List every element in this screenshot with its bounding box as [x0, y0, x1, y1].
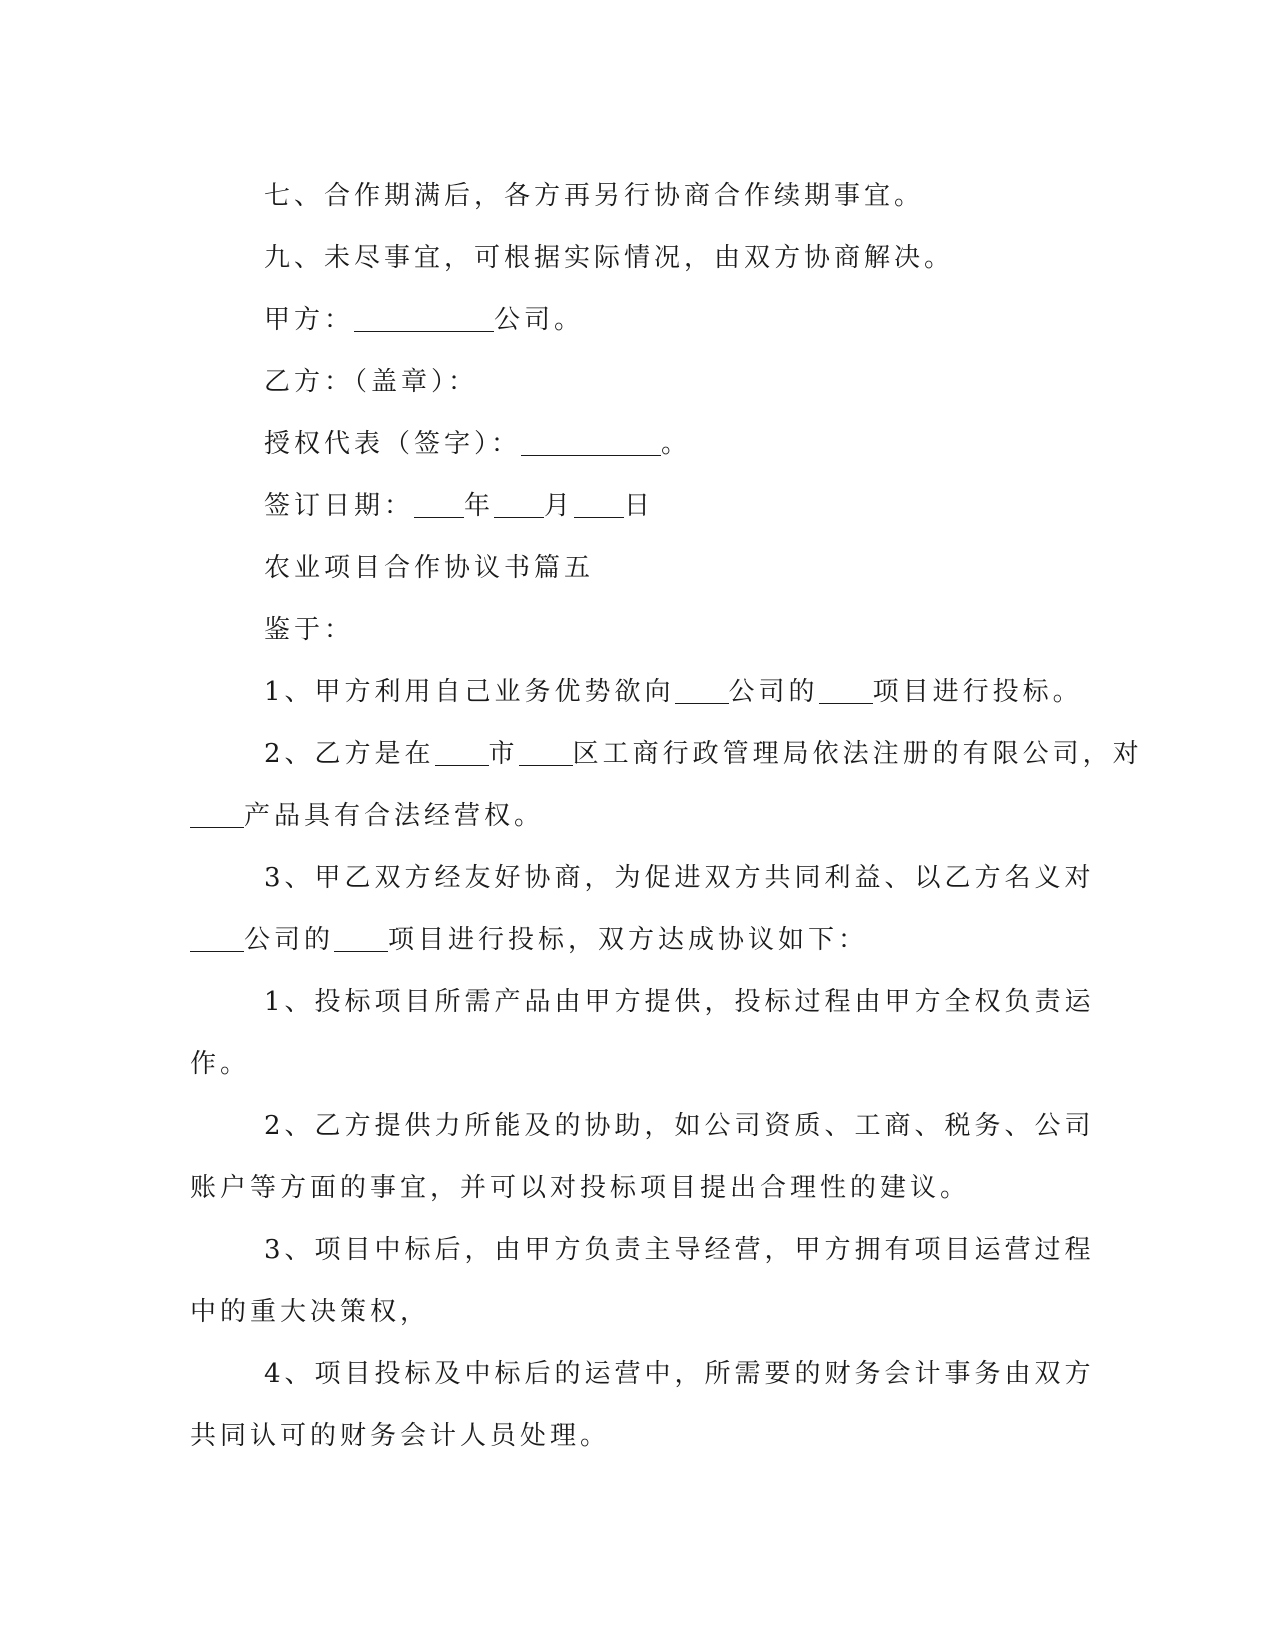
authorized-rep-line [190, 413, 1070, 475]
term-3-line-2 [190, 1281, 1070, 1343]
term-3-text-1: 3、项目中标后，由甲方负责主导经营，甲方拥有项目运营过程 [264, 1235, 1095, 1265]
project-blank-2 [334, 927, 388, 952]
authorized-rep-label: 授权代表（签字）： [264, 429, 522, 459]
whereas-item-1 [190, 661, 1083, 723]
whereas-item-3-line-2 [190, 909, 1070, 971]
day-blank [574, 493, 624, 518]
product-blank [190, 803, 244, 828]
year-blank [414, 493, 464, 518]
term-4-line-1 [190, 1343, 1095, 1405]
term-1-text-1: 1、投标项目所需产品由甲方提供，投标过程由甲方全权负责运 [264, 987, 1095, 1017]
term-4-line-2 [190, 1405, 1070, 1467]
whereas-text: 鉴于： [264, 615, 355, 645]
whereas-item-1-text-c: 项目进行投标。 [872, 677, 1083, 707]
company-blank [675, 679, 729, 704]
term-1-line-1 [190, 971, 1095, 1033]
day-label: 日 [624, 491, 655, 521]
term-2-line-1 [190, 1095, 1095, 1157]
term-2-text-2: 账户等方面的事宜，并可以对投标项目提出合理性的建议。 [190, 1173, 971, 1203]
party-b-line [190, 351, 1070, 413]
whereas-heading [190, 599, 1070, 661]
party-b-label: 乙方：（盖章）： [264, 367, 479, 397]
section-title [190, 537, 1070, 599]
authorized-rep-suffix: 。 [661, 429, 692, 459]
party-a-suffix: 公司。 [494, 305, 585, 335]
section-title-text: 农业项目合作协议书篇五 [264, 553, 595, 583]
whereas-item-3-text-c: 项目进行投标，双方达成协议如下： [388, 925, 869, 955]
whereas-item-2-text-a: 2、乙方是在 [264, 739, 435, 769]
clause-7-text: 七、合作期满后，各方再另行协商合作续期事宜。 [264, 181, 925, 211]
whereas-item-2-line-1 [190, 723, 1143, 785]
term-4-text-1: 4、项目投标及中标后的运营中，所需要的财务会计事务由双方 [264, 1359, 1095, 1389]
year-label: 年 [464, 491, 495, 521]
authorized-rep-blank [521, 431, 661, 456]
clause-7 [190, 165, 1070, 227]
month-blank [494, 493, 544, 518]
sign-date-label: 签订日期： [264, 491, 415, 521]
city-blank [435, 741, 489, 766]
whereas-item-1-text-a: 1、甲方利用自己业务优势欲向 [264, 677, 675, 707]
term-2-text-1: 2、乙方提供力所能及的协助，如公司资质、工商、税务、公司 [264, 1111, 1095, 1141]
company-blank-2 [190, 927, 244, 952]
clause-9 [190, 227, 1070, 289]
whereas-item-2-text-b: 市 [488, 739, 519, 769]
term-3-line-1 [190, 1219, 1095, 1281]
party-a-blank [354, 307, 494, 332]
whereas-item-2-line-2 [190, 785, 1070, 847]
whereas-item-3-text-b: 公司的 [244, 925, 335, 955]
whereas-item-3-line-1 [190, 847, 1095, 909]
whereas-item-2-text-c: 区工商行政管理局依法注册的有限公司，对 [572, 739, 1143, 769]
whereas-item-2-text-d: 产品具有合法经营权。 [244, 801, 545, 831]
term-3-text-2: 中的重大决策权， [190, 1297, 431, 1327]
district-blank [519, 741, 573, 766]
term-2-line-2 [190, 1157, 1070, 1219]
project-blank [819, 679, 873, 704]
term-1-line-2 [190, 1033, 1070, 1095]
party-a-line [190, 289, 1070, 351]
party-a-label: 甲方： [264, 305, 355, 335]
month-label: 月 [544, 491, 575, 521]
clause-9-text: 九、未尽事宜，可根据实际情况，由双方协商解决。 [264, 243, 955, 273]
whereas-item-1-text-b: 公司的 [728, 677, 819, 707]
term-4-text-2: 共同认可的财务会计人员处理。 [190, 1421, 611, 1451]
document-body [190, 165, 1143, 1467]
whereas-item-3-text-a: 3、甲乙双方经友好协商，为促进双方共同利益、以乙方名义对 [264, 863, 1095, 893]
term-1-text-2: 作。 [190, 1049, 251, 1079]
sign-date-line [190, 475, 1070, 537]
